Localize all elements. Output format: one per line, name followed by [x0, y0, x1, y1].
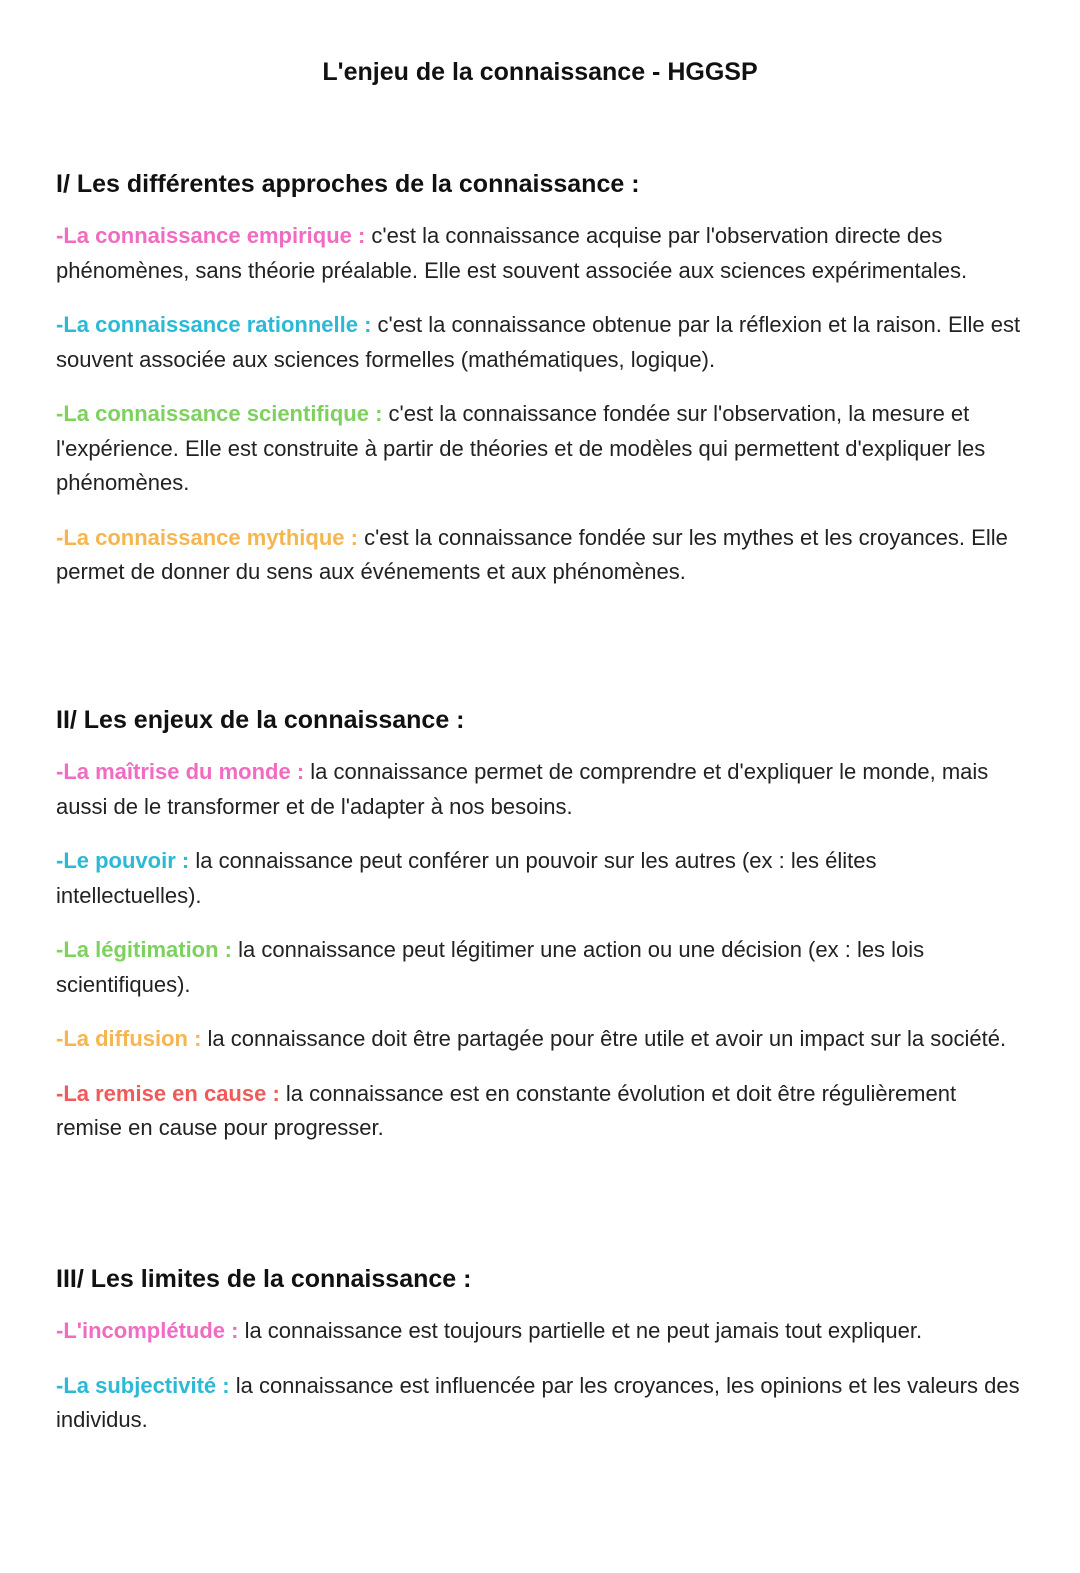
item-term: -La diffusion : [56, 1026, 202, 1051]
list-item [56, 397, 1026, 501]
item-text: la connaissance est en constante évolution et doit être régulièrement remise en cause pour progresser. [56, 1080, 957, 1140]
item-term: -La légitimation : [56, 937, 232, 962]
item-term: -La remise en cause : [56, 1080, 280, 1106]
item-text: la connaissance peut conférer un pouvoir sur les autres (ex : les élites intellectuelles). [56, 848, 877, 908]
section-heading: I/ Les différentes approches de la connaissance : [56, 170, 640, 198]
item-text: la connaissance permet de comprendre et d'expliquer le monde, mais aussi de le transformer et de l'adapter à nos besoins. [56, 759, 989, 819]
item-term: -La subjectivité : [56, 1372, 230, 1398]
page-title: L'enjeu de la connaissance - HGGSP [322, 58, 758, 86]
item-text: la connaissance doit être partagée pour être utile et avoir un impact sur la société. [201, 1026, 1007, 1051]
item-text: c'est la connaissance acquise par l'observation directe des phénomènes, sans théorie préalable. Elle est souvent associée aux sciences expérimentales. [56, 223, 968, 283]
section-limits [56, 1261, 1026, 1458]
item-text: c'est la connaissance fondée sur les mythes et les croyances. Elle permet de donner du sens aux événements et aux phénomènes. [56, 524, 1008, 584]
list-item [56, 933, 1026, 1002]
list-item [56, 308, 1026, 377]
item-term: -La connaissance mythique : [56, 524, 358, 550]
list-item [56, 1077, 1026, 1146]
list-item [56, 755, 1026, 824]
item-text: la connaissance est toujours partielle et ne peut jamais tout expliquer. [238, 1318, 923, 1343]
item-term: -La connaissance empirique : [56, 223, 366, 248]
section-approaches [56, 166, 1026, 610]
section-heading: III/ Les limites de la connaissance : [56, 1265, 472, 1293]
list-item [56, 1314, 1026, 1349]
list-item [56, 521, 1026, 590]
item-text: c'est la connaissance obtenue par la réflexion et la raison. Elle est souvent associée aux sciences formelles (mathématiques, logique). [56, 312, 1021, 372]
list-item [56, 219, 1026, 288]
item-term: -Le pouvoir : [56, 848, 190, 873]
item-text: la connaissance est influencée par les croyances, les opinions et les valeurs des individus. [56, 1372, 1020, 1432]
item-term: -La maîtrise du monde : [56, 759, 305, 784]
item-term: -La connaissance rationnelle : [56, 312, 372, 337]
section-stakes [56, 702, 1026, 1166]
list-item [56, 1022, 1026, 1057]
item-term: -La connaissance scientifique : [56, 401, 383, 426]
list-item [56, 844, 1026, 913]
item-text: c'est la connaissance fondée sur l'observation, la mesure et l'expérience. Elle est construite à partir de théories et de modèles qui permettent d'expliquer les phénomènes. [56, 401, 986, 495]
item-term: -L'incomplétude : [56, 1318, 239, 1343]
item-text: la connaissance peut légitimer une action ou une décision (ex : les lois scientifiques). [56, 937, 925, 997]
section-heading: II/ Les enjeux de la connaissance : [56, 706, 465, 734]
list-item [56, 1369, 1026, 1438]
